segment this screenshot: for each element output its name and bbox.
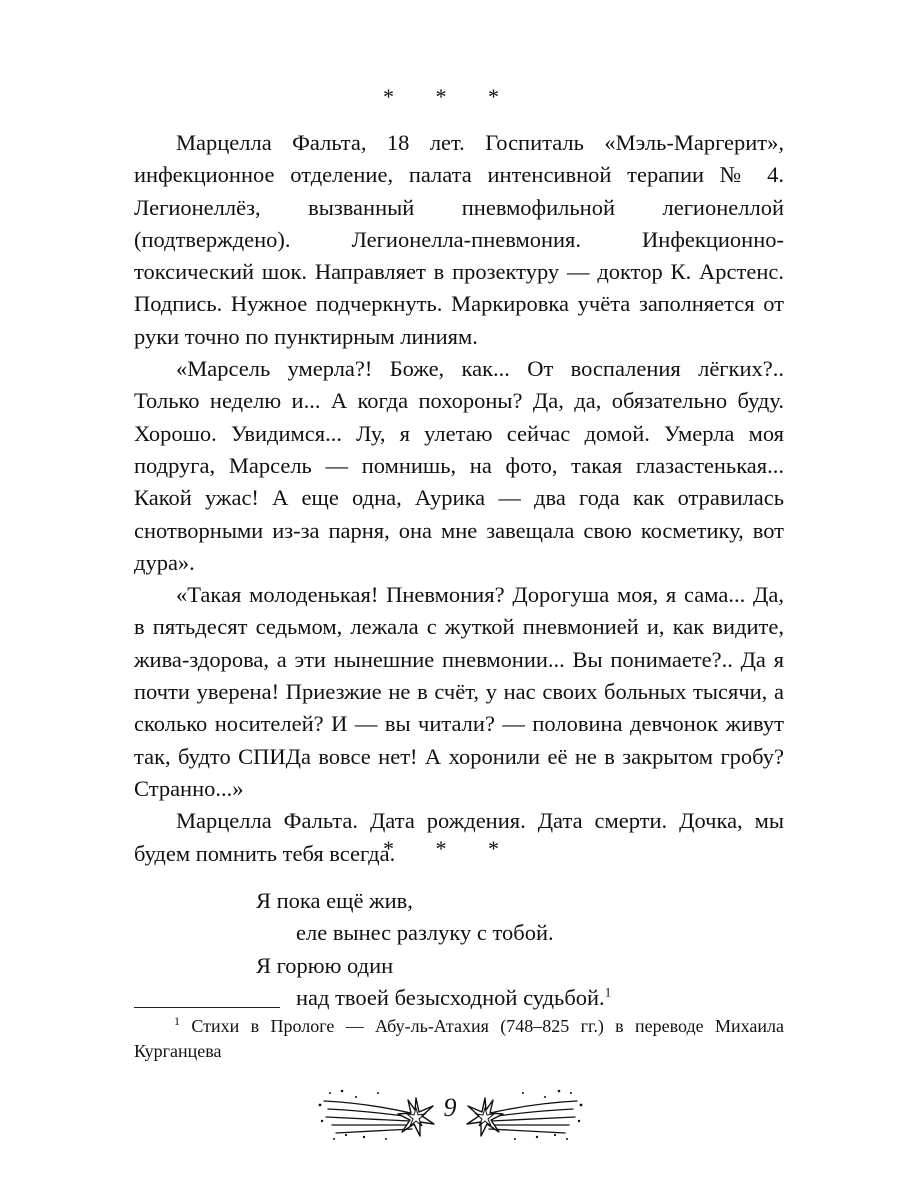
paragraph-3: «Такая молоденькая! Пневмония? Дорогуша моя, я сама... Да, в пятьдесят седьмом, лежала с жуткой пневмонией и, как видите, жива-здорова, а эти нынешние пневмонии... Вы понимаете?.. Да я почти уверена! Приезжие не в счёт, у нас своих больных тысячи, а сколько носителей? И — вы читали? — половина девчонок живут так, будто СПИДа вовсе нет! А хоронили её не в закрытом гробу? Странно...» [134,582,784,801]
verse-line-3: Я горюю один [256,952,394,978]
section-separator-bottom: * * * [383,836,517,861]
footnote-rule [134,1007,280,1008]
verse-block [256,885,736,1014]
footnote [134,1014,784,1064]
paragraph-2: «Марсель умерла?! Боже, как... От воспаления лёгких?.. Только неделю и... А когда похороны? Да, да, обязательно буду. Хорошо. Увидимся... Лу, я улетаю сейчас домой. Умерла моя подруга, Марсель — помнишь, на фото, такая глазастенькая... Какой ужас! А еще одна, Аурика — два года как отравилась снотворными из-за парня, она мне завещала свою косметику, вот дура». [134,356,784,575]
section-separator-top: * * * [383,84,517,109]
page-folio [300,1068,600,1148]
left-star-ornament-icon [316,1073,436,1143]
page-number: 9 [443,1093,457,1122]
footnote-marker: 1 [174,1014,180,1028]
verse-line-4-text: над твоей безысходной судьбой. [296,984,605,1010]
verse-line-1: Я пока ещё жив, [256,888,413,913]
paragraph-4: Марцелла Фальта. Дата рождения. Дата смерти. Дочка, мы будем помнить тебя всегда. [134,808,784,866]
right-star-ornament-icon [465,1073,585,1143]
footnote-text: Стихи в Прологе — Абу-ль-Атахия (748–825 гг.) в переводе Михаила Курганцева [134,1016,784,1061]
footnote-reference[interactable]: 1 [604,984,612,1000]
paragraph-1: Марцелла Фальта, 18 лет. Госпиталь «Мэль-Маргерит», инфекционное отделение, палата интенсивной терапии № 4. Легионеллёз, вызванный пневмофильной легионеллой (подтверждено). Легионелла-пневмония. Инфекционно-токсический шок. Направляет в прозектуру — доктор К. Арстенс. Подпись. Нужное подчеркнуть. Маркировка учёта заполняется от руки точно по пунктирным линиям. [134,130,784,349]
verse-line-4 [256,982,736,1014]
body-text [134,127,784,870]
verse-line-2: еле вынес разлуку с тобой. [296,920,554,946]
